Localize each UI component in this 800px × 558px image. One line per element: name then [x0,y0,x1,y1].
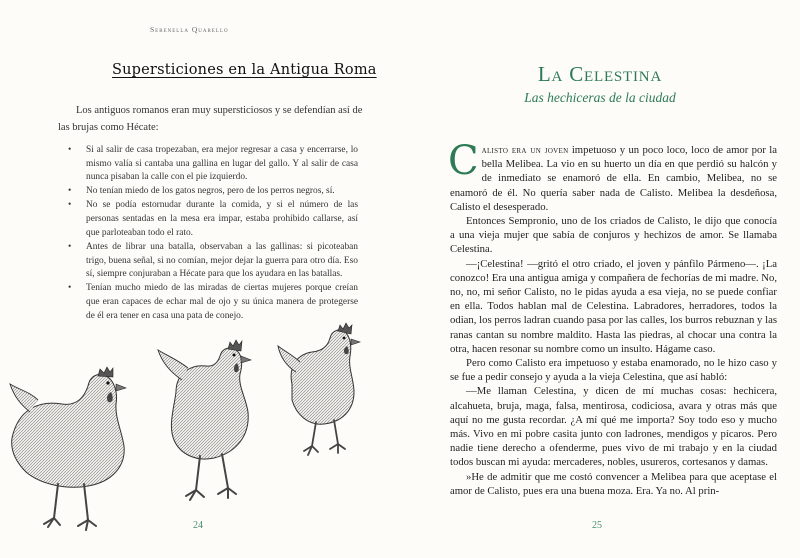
list-item: • Si al salir de casa tropezaban, era mejor regresar a casa y encerrarse, lo mismo valía si cantaba una gallina en lugar del gallo. Y al salir de casa nunca pisaban la calle con el pie izquierdo. [68,144,358,185]
story-paragraph: Entonces Sempronio, uno de los criados de Calisto, le dijo que conocía a una vieja mujer que sabía de conjuros y hechizos de amor. Se llamaba Celestina. [450,215,777,256]
story-text [448,138,778,498]
page-number: 25 [592,520,602,531]
hen-icon [10,367,126,530]
story-paragraph: Pero como Calisto era impetuoso y estaba enamorado, no le hizo caso y se fue a pedir consejo y ayuda a la vieja Celestina, que así habló: [450,357,777,384]
opening-words: alisto era un joven [481,144,569,156]
list-item: • No tenían miedo de los gatos negros, pero de los perros negros, sí. [68,185,358,199]
list-item: • Tenían mucho miedo de las miradas de ciertas mujeres porque creían que eran capaces de echar mal de ojo y su única manera de protegerse de él era tener en casa una pata de conejo. [68,282,358,323]
chapter-title: La Celestina [537,62,663,86]
hen-icon [278,323,360,455]
story-paragraph: —¡Celestina! —gritó el otro criado, el joven y pánfilo Pármeno—. ¡La conozco! Era una antigua amiga y compañera de fechorías de mi madre. No, no, no, mi señor Calisto, no le pidas ayuda a esa vieja, no se puede confiar en ella. Todos hablan mal de Celestina. Labradores, herradores, todos la odian, los perros ladran cuando pasa por las calles, los burros rebuznan y las ranas cantan su nombre maldito. Hasta las piedras, al chocar una contra la otra, hacen resonar su nombre como un insulto. Hágame caso. [450,257,778,355]
story-paragraph [448,138,777,214]
running-head: Serenella Quarello [150,25,229,34]
intro-paragraph: Los antiguos romanos eran muy supersticiosos y se defendían así de las brujas como Hécate: [58,105,363,133]
right-page [400,0,800,558]
drop-cap: C [448,138,479,184]
list-item: • No se podía estornudar durante la comida, y si el número de las personas sentadas en la mesa era impar, estaba prohibido callarse, así que parloteaban todo el rato. [68,199,358,240]
paragraph-text: impetuoso y un poco loco, loco de amor por la bella Melibea. La vio en su huerto un día en que perdió su halcón y de inmediato se enamoró de ella. En cambio, Melibea, no se enamoró de él. No quería saber nada de Calisto. Melibea la desdeñosa, Calisto el desesperado. [450,144,777,213]
list-item: • Antes de librar una batalla, observaban a las gallinas: si picoteaban trigo, buena señal, si no comían, mejor dejar la guerra para otro día. Eso sí, siempre conjuraban a Hécate para que los ayudara en las batallas. [68,241,358,282]
hen-icon [158,340,251,500]
page-number: 24 [193,520,203,531]
story-paragraph: »He de admitir que me costó convencer a Melibea para que aceptase el amor de Calisto, pues era una buena moza. Era. Ya no. Al prin- [450,470,777,497]
story-paragraph: —Me llaman Celestina, y dicen de mí muchas cosas: hechicera, alcahueta, bruja, maga, falsa, mentirosa, codiciosa, avara y otras más que aquí no me gusta recordar. ¿A mí qué me importa? Soy todo eso y mucho más. Vivo en mi pobre casita junto con ladrones, mendigos y pícaros. Pero nadie tiene derecho a ofenderme, pues vivo de mi trabajo y en la ciudad todos buscan mi ayuda: mercaderes, nobles, usureros, cortesanos y damas. [450,385,777,469]
section-title: Supersticiones en la Antigua Roma [112,62,377,78]
chapter-subtitle: Las hechiceras de la ciudad [524,90,676,105]
